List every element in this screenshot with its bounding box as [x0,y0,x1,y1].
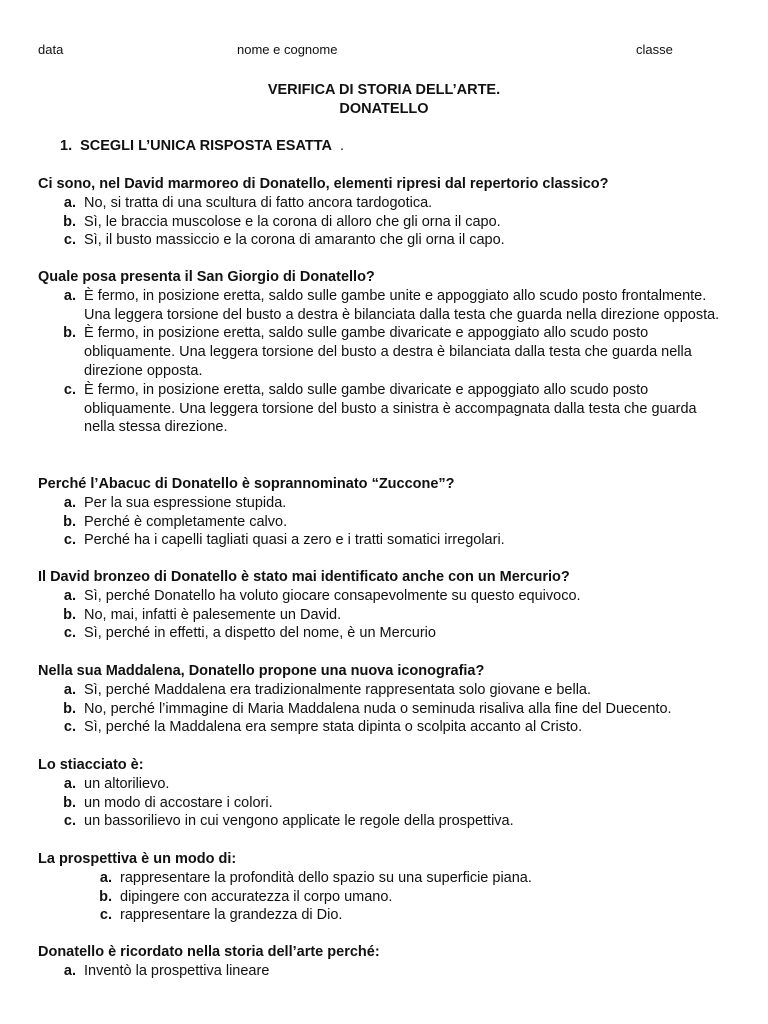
option-text: Sì, il busto massiccio e la corona di amaranto che gli orna il capo. [84,232,505,249]
option-c [38,812,738,831]
question-7 [38,850,738,925]
instruction-number: 1. [60,138,73,154]
option-letter: b. [63,513,76,530]
option-text: dipingere con accuratezza il corpo umano. [120,888,393,905]
option-text: Sì, perché in effetti, a dispetto del nome, è un Mercurio [84,625,436,642]
option-text: Per la sua espressione stupida. [84,494,287,511]
option-letter: b. [63,606,76,623]
option-letter: c. [63,719,76,736]
question-1 [38,175,738,250]
option-text: È fermo, in posizione eretta, saldo sulle gambe divaricate e appoggiato allo scudo posto obliquamente. Una leggera torsione del busto a destra è bilanciata dalla testa che guarda nella direzione opposta. [84,325,692,379]
option-text: Sì, perché Donatello ha voluto giocare consapevolmente su questo equivoco. [84,587,581,604]
option-letter: a. [63,775,76,792]
option-c [38,231,738,250]
option-text: rappresentare la grandezza di Dio. [120,907,343,924]
option-text: È fermo, in posizione eretta, saldo sulle gambe divaricate e appoggiato allo scudo posto obliquamente. Una leggera torsione del busto a sinistra è accompagnata dalla testa che guarda nella stessa direzione. [84,381,697,436]
question-4 [38,568,738,643]
option-letter: a. [63,962,76,979]
question-3 [38,475,738,550]
class-label: classe [636,42,673,57]
option-letter: b. [63,700,76,717]
option-b [38,513,738,532]
option-letter: c. [63,625,76,642]
option-letter: a. [63,287,76,304]
option-text: Sì, perché Maddalena era tradizionalmente rappresentata solo giovane e bella. [84,681,592,698]
option-a [38,775,738,794]
option-b [38,794,738,813]
option-text: No, si tratta di una scultura di fatto ancora tardogotica. [84,194,433,211]
instruction [60,138,344,154]
option-c [38,624,738,643]
option-text: un altorilievo. [84,775,170,792]
option-letter: a. [63,494,76,511]
option-letter: c. [63,381,76,398]
option-c [38,381,738,437]
option-c [38,718,738,737]
question-text: Donatello è ricordato nella storia dell’arte perché: [38,944,380,960]
option-c [38,531,738,550]
option-a [38,681,738,700]
instruction-end: . [339,138,345,154]
option-b [38,324,738,380]
option-c [38,906,738,925]
page-title: VERIFICA DI STORIA DELL’ARTE. [267,82,501,98]
option-a [38,194,738,213]
option-text: Inventò la prospettiva lineare [84,962,270,979]
question-text: Nella sua Maddalena, Donatello propone una nuova iconografia? [38,663,485,679]
option-letter: b. [63,325,76,342]
question-text: Perché l’Abacuc di Donatello è soprannominato “Zuccone”? [38,476,455,492]
option-text: un modo di accostare i colori. [84,794,273,811]
name-label: nome e cognome [237,42,338,57]
option-letter: c. [63,813,76,830]
option-letter: b. [99,888,112,905]
question-2 [38,268,738,437]
question-5 [38,662,738,737]
option-letter: b. [63,794,76,811]
option-letter: c. [63,232,76,249]
option-text: Perché è completamente calvo. [84,513,288,530]
option-text: rappresentare la profondità dello spazio su una superficie piana. [120,869,532,886]
option-text: Perché ha i capelli tagliati quasi a zero e i tratti somatici irregolari. [84,532,505,549]
option-letter: c. [63,532,76,549]
option-a [38,287,738,325]
option-text: No, perché l’immagine di Maria Maddalena nuda o seminuda risaliva alla fine del Duecento. [84,700,672,717]
option-letter: a. [63,587,76,604]
option-text: Sì, le braccia muscolose e la corona di alloro che gli orna il capo. [84,213,501,230]
option-text: È fermo, in posizione eretta, saldo sulle gambe unite e appoggiato allo scudo posto frontalmente. Una leggera torsione del busto a destra è bilanciata dalla testa che guarda nella direzione opposta. [84,287,720,323]
option-b [38,888,738,907]
option-a [38,869,738,888]
instruction-text: SCEGLI L’UNICA RISPOSTA ESATTA [80,138,332,154]
option-letter: a. [63,681,76,698]
option-a [38,587,738,606]
option-text: Sì, perché la Maddalena era sempre stata dipinta o scolpita accanto al Cristo. [84,719,583,736]
option-text: un bassorilievo in cui vengono applicate le regole della prospettiva. [84,813,514,830]
option-b [38,606,738,625]
question-text: Quale posa presenta il San Giorgio di Donatello? [38,269,375,285]
question-text: La prospettiva è un modo di: [38,851,237,867]
question-8 [38,943,738,981]
question-text: Il David bronzeo di Donatello è stato mai identificato anche con un Mercurio? [38,569,570,585]
option-letter: a. [99,869,112,886]
option-letter: c. [99,907,112,924]
page-subtitle: DONATELLO [339,101,429,117]
question-text: Lo stiacciato è: [38,757,144,773]
question-6 [38,756,738,831]
question-text: Ci sono, nel David marmoreo di Donatello, elementi ripresi dal repertorio classico? [38,176,609,192]
option-a [38,494,738,513]
option-b [38,700,738,719]
option-a [38,962,738,981]
date-label: data [38,42,64,57]
option-text: No, mai, infatti è palesemente un David. [84,606,342,623]
option-letter: b. [63,213,76,230]
option-letter: a. [63,194,76,211]
option-b [38,213,738,232]
